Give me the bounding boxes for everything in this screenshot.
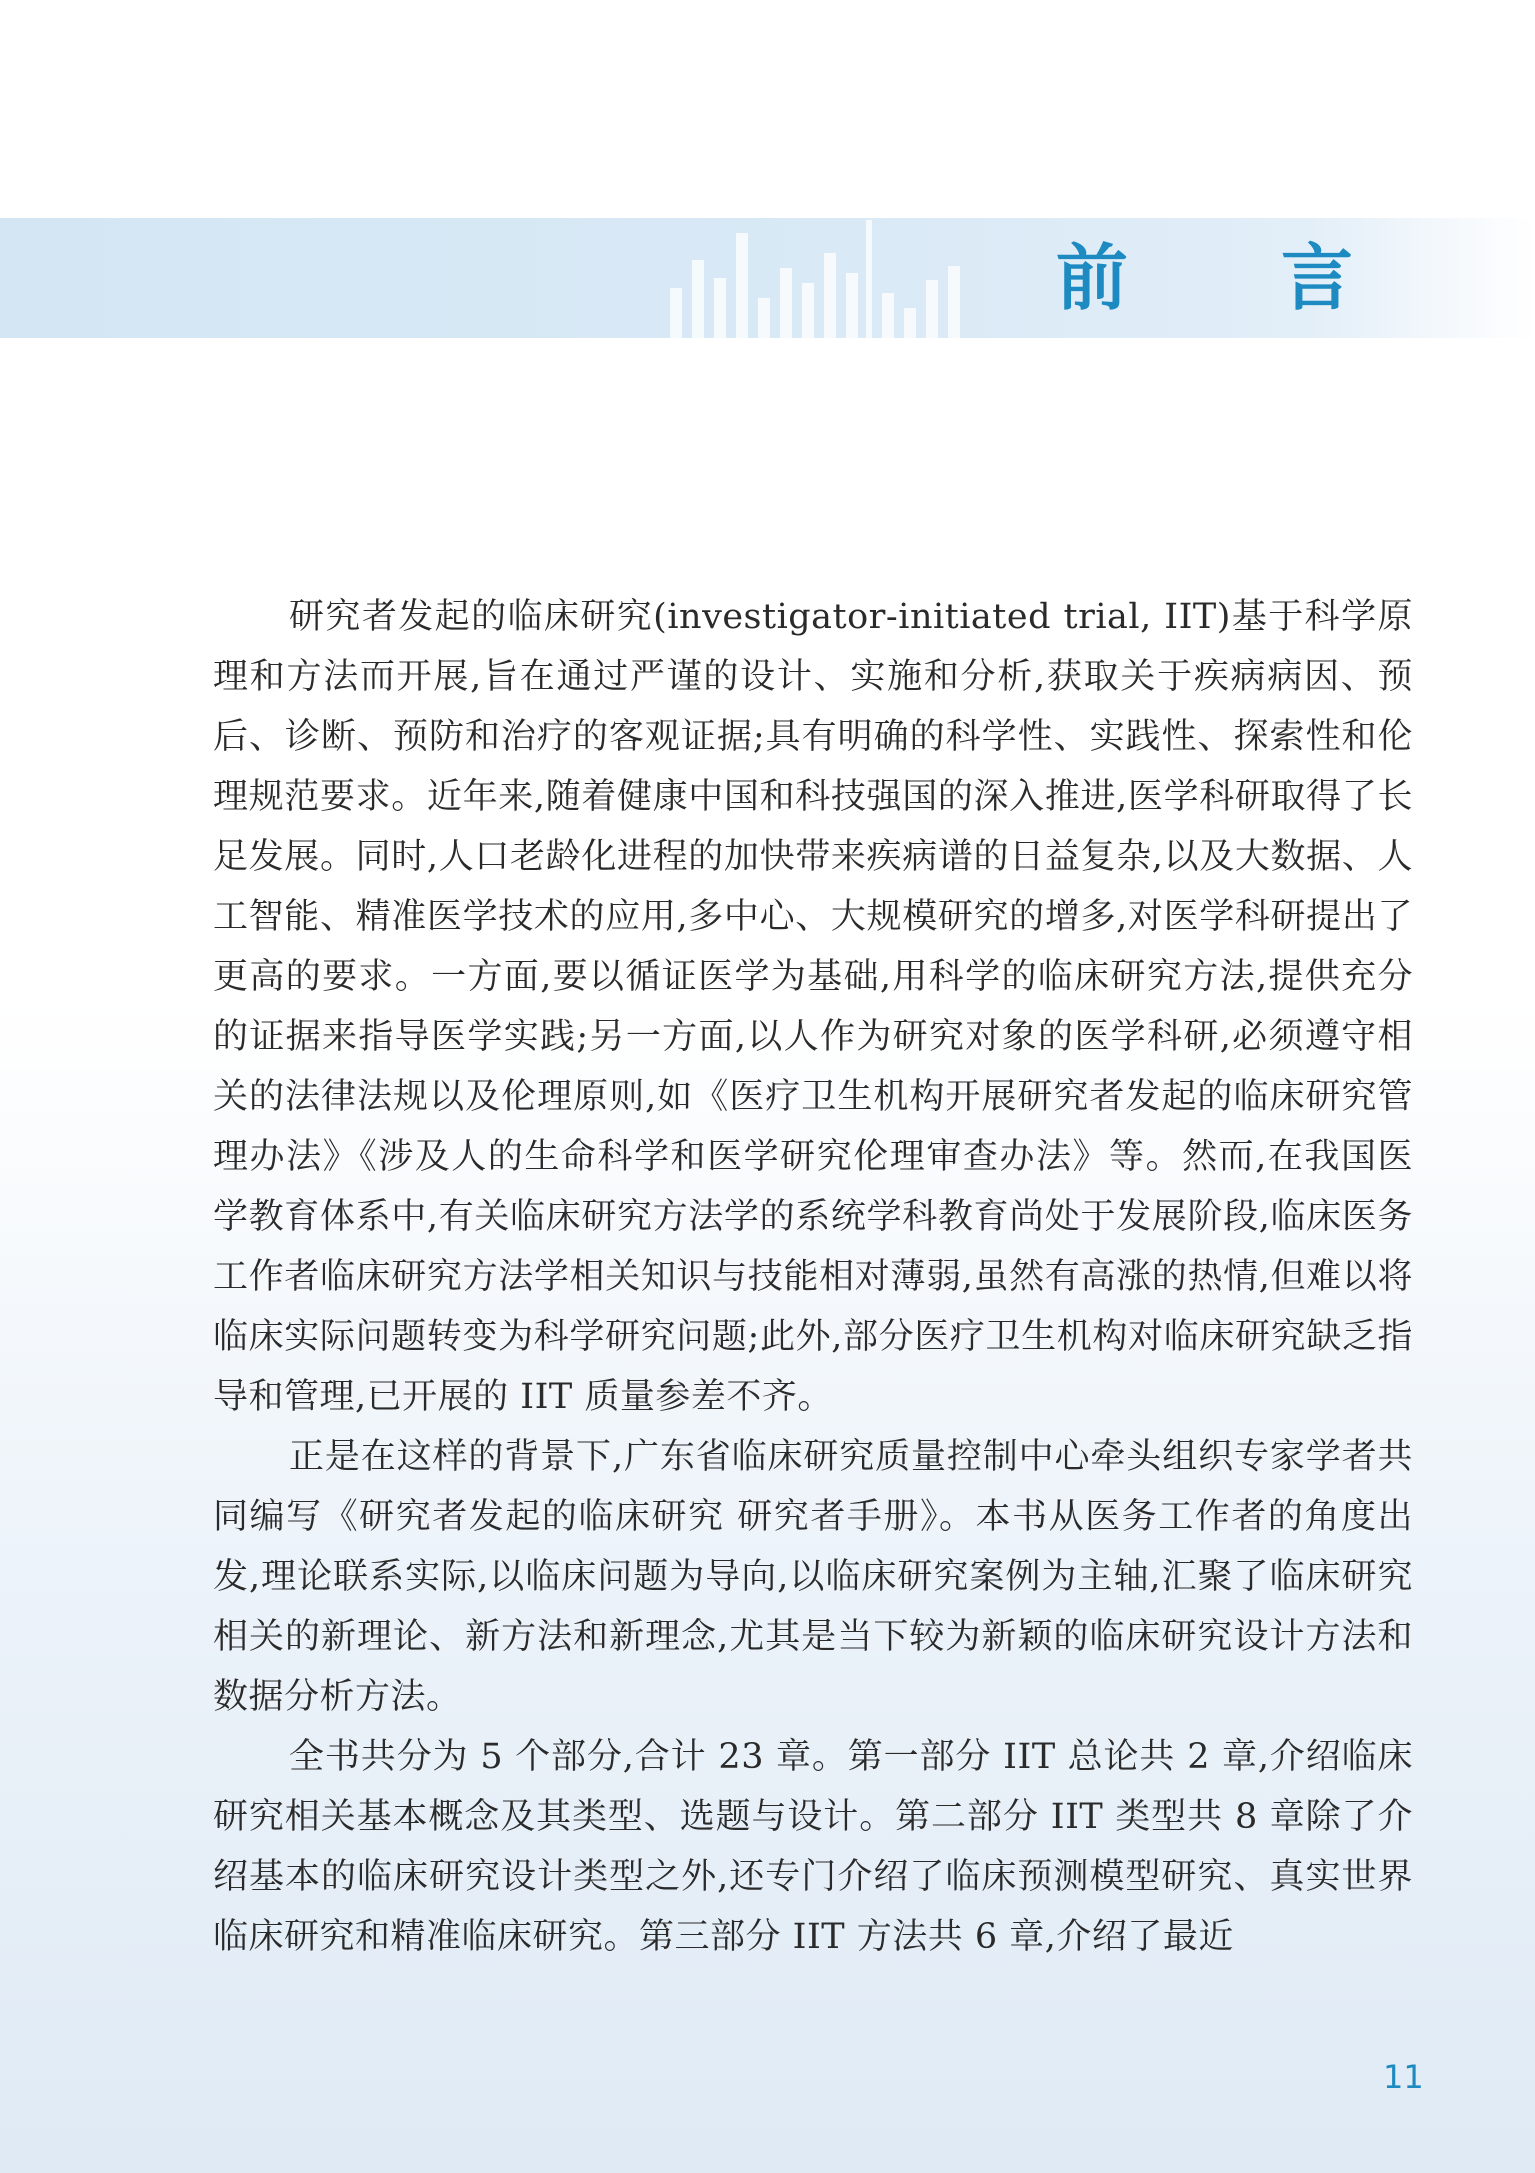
decorative-bar (692, 260, 704, 338)
page-number: 11 (1383, 2058, 1424, 2096)
decorative-bars (670, 218, 970, 338)
decorative-bar (736, 233, 748, 338)
decorative-bar (758, 298, 770, 338)
decorative-bar (948, 266, 960, 338)
decorative-bar (802, 283, 814, 338)
paragraph: 正是在这样的背景下,广东省临床研究质量控制中心牵头组织专家学者共同编写《研究者发起的临床研究 研究者手册》。本书从医务工作者的角度出发,理论联系实际,以临床问题为导向,以临床研究案例为主轴,汇聚了临床研究相关的新理论、新方法和新理念,尤其是当下较为新颖的临床研究设计方法和数据分析方法。 (213, 1437, 1413, 1717)
decorative-bar (670, 288, 682, 338)
paragraph: 全书共分为 5 个部分,合计 23 章。第一部分 IIT 总论共 2 章,介绍临床研究相关基本概念及其类型、选题与设计。第二部分 IIT 类型共 8 章除了介绍基本的临床研究设计类型之外,还专门介绍了临床预测模型研究、真实世界临床研究和精准临床研究。第三部分 IIT 方法共 6 章,介绍了最近 (213, 1737, 1413, 1957)
decorative-bar (866, 220, 872, 338)
paragraph: 研究者发起的临床研究(investigator-initiated trial, IIT)基于科学原理和方法而开展,旨在通过严谨的设计、实施和分析,获取关于疾病病因、预后、诊断、预防和治疗的客观证据;具有明确的科学性、实践性、探索性和伦理规范要求。近年来,随着健康中国和科技强国的深入推进,医学科研取得了长足发展。同时,人口老龄化进程的加快带来疾病谱的日益复杂,以及大数据、人工智能、精准医学技术的应用,多中心、大规模研究的增多,对医学科研提出了更高的要求。一方面,要以循证医学为基础,用科学的临床研究方法,提供充分的证据来指导医学实践;另一方面,以人作为研究对象的医学科研,必须遵守相关的法律法规以及伦理原则,如《医疗卫生机构开展研究者发起的临床研究管理办法》《涉及人的生命科学和医学研究伦理审查办法》等。然而,在我国医学教育体系中,有关临床研究方法学的系统学科教育尚处于发展阶段,临床医务工作者临床研究方法学相关知识与技能相对薄弱,虽然有高涨的热情,但难以将临床实际问题转变为科学研究问题;此外,部分医疗卫生机构对临床研究缺乏指导和管理,已开展的 IIT 质量参差不齐。 (213, 597, 1413, 1417)
body-text (213, 587, 1413, 1967)
decorative-bar (846, 273, 858, 338)
decorative-bar (904, 308, 916, 338)
chapter-header-banner (0, 218, 1535, 338)
decorative-bar (714, 278, 726, 338)
decorative-bar (926, 280, 938, 338)
decorative-bar (824, 253, 836, 338)
page-title: 前 言 (1055, 235, 1417, 320)
decorative-bar (882, 293, 894, 338)
decorative-bar (780, 268, 792, 338)
